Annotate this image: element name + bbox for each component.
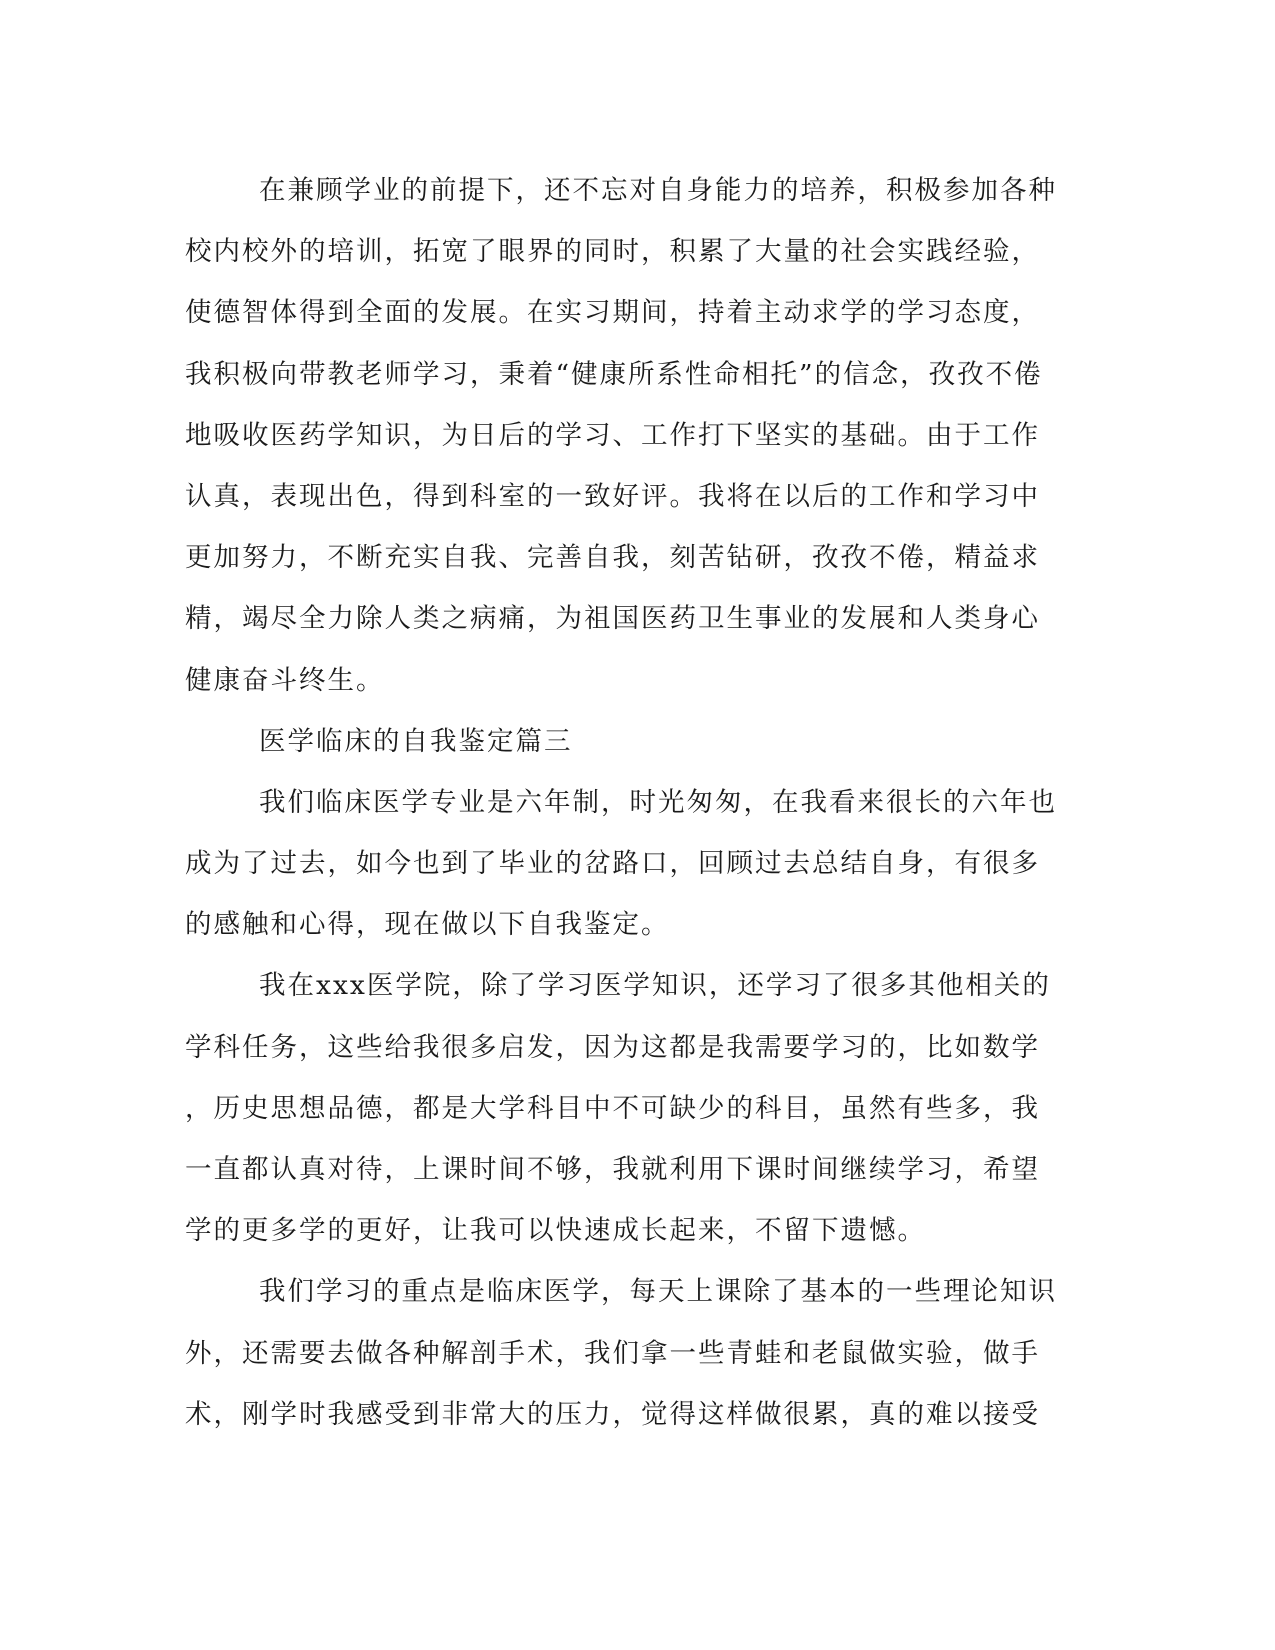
paragraph-line: 术，刚学时我感受到非常大的压力，觉得这样做很累，真的难以接受 [185,1398,1040,1430]
paragraph-line: 我们临床医学专业是六年制，时光匆匆，在我看来很长的六年也 [259,786,1057,818]
paragraph-line: 外，还需要去做各种解剖手术，我们拿一些青蛙和老鼠做实验，做手 [185,1337,1040,1369]
paragraph-line: 认真，表现出色，得到科室的一致好评。我将在以后的工作和学习中 [185,480,1040,512]
paragraph-line: ，历史思想品德，都是大学科目中不可缺少的科目，虽然有些多，我 [185,1092,1040,1124]
paragraph-line: 使德智体得到全面的发展。在实习期间，持着主动求学的学习态度， [185,297,1040,329]
paragraph-line: 学的更多学的更好，让我可以快速成长起来，不留下遗憾。 [185,1215,926,1247]
paragraph-line: 更加努力，不断充实自我、完善自我，刻苦钻研，孜孜不倦，精益求 [185,542,1040,574]
paragraph-line: 健康奋斗终生。 [185,664,385,696]
section-heading: 医学临床的自我鉴定篇三 [259,725,573,757]
document-body [185,160,1065,1445]
paragraph-line: 精，竭尽全力除人类之病痛，为祖国医药卫生事业的发展和人类身心 [185,603,1040,635]
paragraph-line: 校内校外的培训，拓宽了眼界的同时，积累了大量的社会实践经验， [185,236,1040,268]
paragraph-line: 学科任务，这些给我很多启发，因为这都是我需要学习的，比如数学 [185,1031,1040,1063]
paragraph-line: 地吸收医药学知识，为日后的学习、工作打下坚实的基础。由于工作 [185,419,1040,451]
paragraph-line: 成为了过去，如今也到了毕业的岔路口，回顾过去总结自身，有很多 [185,848,1040,880]
paragraph-line: 在兼顾学业的前提下，还不忘对自身能力的培养，积极参加各种 [259,175,1057,206]
paragraph-line: 我们学习的重点是临床医学，每天上课除了基本的一些理论知识 [259,1276,1057,1308]
paragraph-line: 我在xxx医学院，除了学习医学知识，还学习了很多其他相关的 [259,970,1051,1002]
paragraph-line: 的感触和心得，现在做以下自我鉴定。 [185,909,670,941]
paragraph-line: 一直都认真对待，上课时间不够，我就利用下课时间继续学习，希望 [185,1154,1040,1185]
paragraph-line: 我积极向带教老师学习，秉着“健康所系性命相托”的信念，孜孜不倦 [185,358,1043,390]
